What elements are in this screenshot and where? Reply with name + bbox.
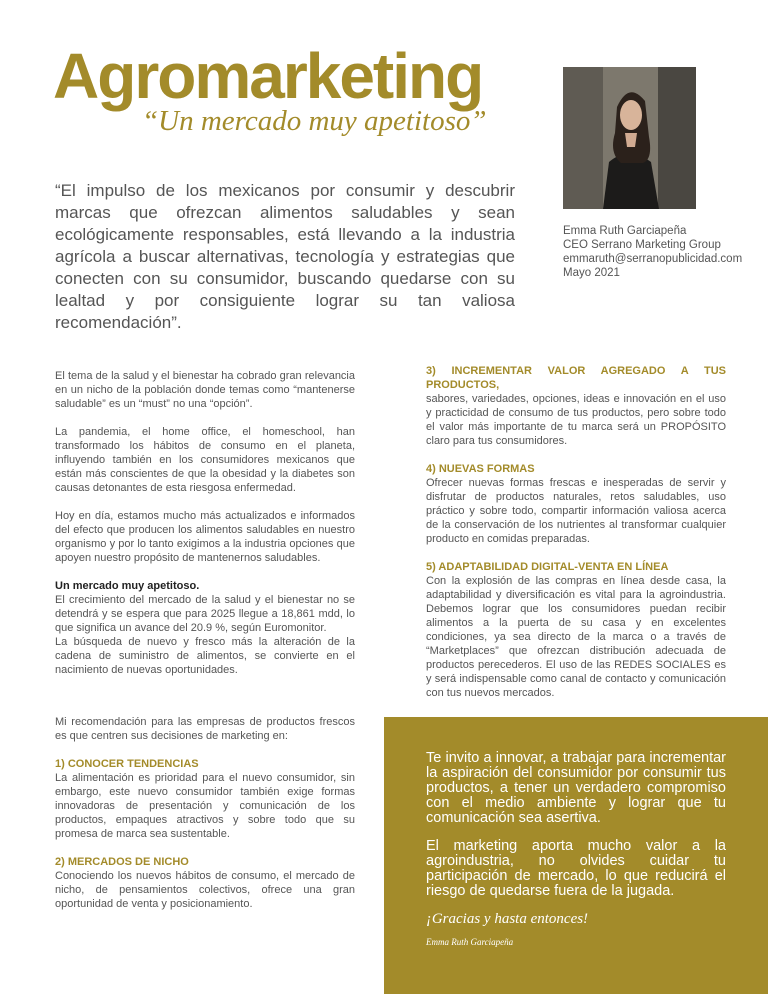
paragraph: Mi recomendación para las empresas de productos frescos es que centren sus decisiones de marketing en: xyxy=(55,716,355,742)
closing-paragraph: El marketing aporta mucho valor a la agroindustria, no olvides cuidar tu participación de mercado, lo que reducirá el riesgo de quedarse fuera de la jugada. xyxy=(426,838,726,899)
author-date: Mayo 2021 xyxy=(563,267,620,279)
paragraph: El crecimiento del mercado de la salud y el bienestar no se detendrá y se espera que para 2025 llegue a 18,861 mdd, lo que significa un avance del 20.9 %, según Euromonitor. xyxy=(55,594,355,634)
author-name: Emma Ruth Garciapeña xyxy=(563,225,687,237)
section-heading: 1) CONOCER TENDENCIAS xyxy=(55,758,199,770)
author-portrait-image xyxy=(563,67,696,209)
author-photo xyxy=(563,67,696,209)
paragraph: El tema de la salud y el bienestar ha cobrado gran relevancia en un nicho de la población donde temas como “mantenerse saludable” es un “must” no una “opción”. xyxy=(55,370,355,410)
paragraph: sabores, variedades, opciones, ideas e innovación en el uso y practicidad de consumo de tus productos, pero sobre todo el valor más importante de tu marca será un PROPÓSITO claro para tus consumidores. xyxy=(426,393,726,447)
closing-box xyxy=(384,717,768,994)
closing-paragraph: Te invito a innovar, a trabajar para incrementar la aspiración del consumidor por consumir tus productos, a tener un verdadero compromiso con el medio ambiente y lograr que tu comunicación sea asertiva. xyxy=(426,750,726,826)
paragraph: La búsqueda de nuevo y fresco más la alteración de la cadena de suministro de alimentos, se convierte en el nacimiento de nuevas oportunidades. xyxy=(55,636,355,676)
section-heading: 4) NUEVAS FORMAS xyxy=(426,463,535,475)
paragraph: Con la explosión de las compras en línea desde casa, la adaptabilidad y diversificación es vital para la agroindustria. Debemos lograr que los consumidores puedan recibir alimentos a la puerta de su casa y en excelentes condiciones, ya sea directo de la marca o a través de “Marketplaces” que ofrezcan distribución adecuada de productos perecederos. El uso de las REDES SOCIALES es y será indispensable como canal de contacto y comunicación con tus nuevos mercados. xyxy=(426,575,726,699)
author-info xyxy=(563,224,753,280)
column-right-top xyxy=(426,364,726,700)
section-heading: 2) MERCADOS DE NICHO xyxy=(55,856,189,868)
closing-thanks: ¡Gracias y hasta entonces! xyxy=(426,911,589,927)
paragraph: Conociendo los nuevos hábitos de consumo, el mercado de nicho, de pensamientos colectivos, ofrece una gran oportunidad de venta y posicionamiento. xyxy=(55,870,355,910)
column-left-top xyxy=(55,369,355,677)
section-heading: 5) ADAPTABILIDAD DIGITAL-VENTA EN LÍNEA xyxy=(426,561,669,573)
paragraph: La alimentación es prioridad para el nuevo consumidor, sin embargo, este nuevo consumidor también exige formas innovadoras de presentación y comunicación de los productos, empaques atractivos y sobre todo que su promesa de marca sea sustentable. xyxy=(55,772,355,840)
paragraph: Ofrecer nuevas formas frescas e inesperadas de servir y disfrutar de productos naturales, retos saludables, uso práctico y sobre todo, compartir información valiosa acerca de la conservación de los nutrientes al transformar cualquier producto en comidas preparadas. xyxy=(426,477,726,545)
article-subtitle: “Un mercado muy apetitoso” xyxy=(142,105,487,137)
closing-box-content xyxy=(426,751,726,950)
column-left-bottom xyxy=(55,715,355,911)
pull-quote: “El impulso de los mexicanos por consumir y descubrir marcas que ofrezcan alimentos saludables y sean ecológicamente responsables, está llevando a la industria agrícola a buscar alternativas, tecnología y estrategias que conecten con su consumidor, buscando quedarse con su lealtad y por consiguiente lograr su tan valiosa recomendación”. xyxy=(55,181,515,332)
paragraph: La pandemia, el home office, el homeschool, han transformado los hábitos de consumo en el planeta, influyendo también en los consumidores mexicanos que están más conscientes de que la obesidad y la diabetes son causas detonantes de esta riesgosa enfermedad. xyxy=(55,426,355,494)
section-heading: 3) INCREMENTAR VALOR AGREGADO A TUS PRODUCTOS, xyxy=(426,365,726,391)
author-role: CEO Serrano Marketing Group xyxy=(563,239,721,251)
closing-signature: Emma Ruth Garciapeña xyxy=(426,937,514,947)
article-title: Agromarketing xyxy=(53,40,483,112)
paragraph: Hoy en día, estamos mucho más actualizados e informados del efecto que producen los alimentos saludables en nuestro organismo y por lo tanto exigimos a la industria opciones que apoyen nuestro propósito de mantenernos saludables. xyxy=(55,510,355,564)
section-subheading: Un mercado muy apetitoso. xyxy=(55,580,200,592)
author-email: emmaruth@serranopublicidad.com xyxy=(563,253,743,265)
